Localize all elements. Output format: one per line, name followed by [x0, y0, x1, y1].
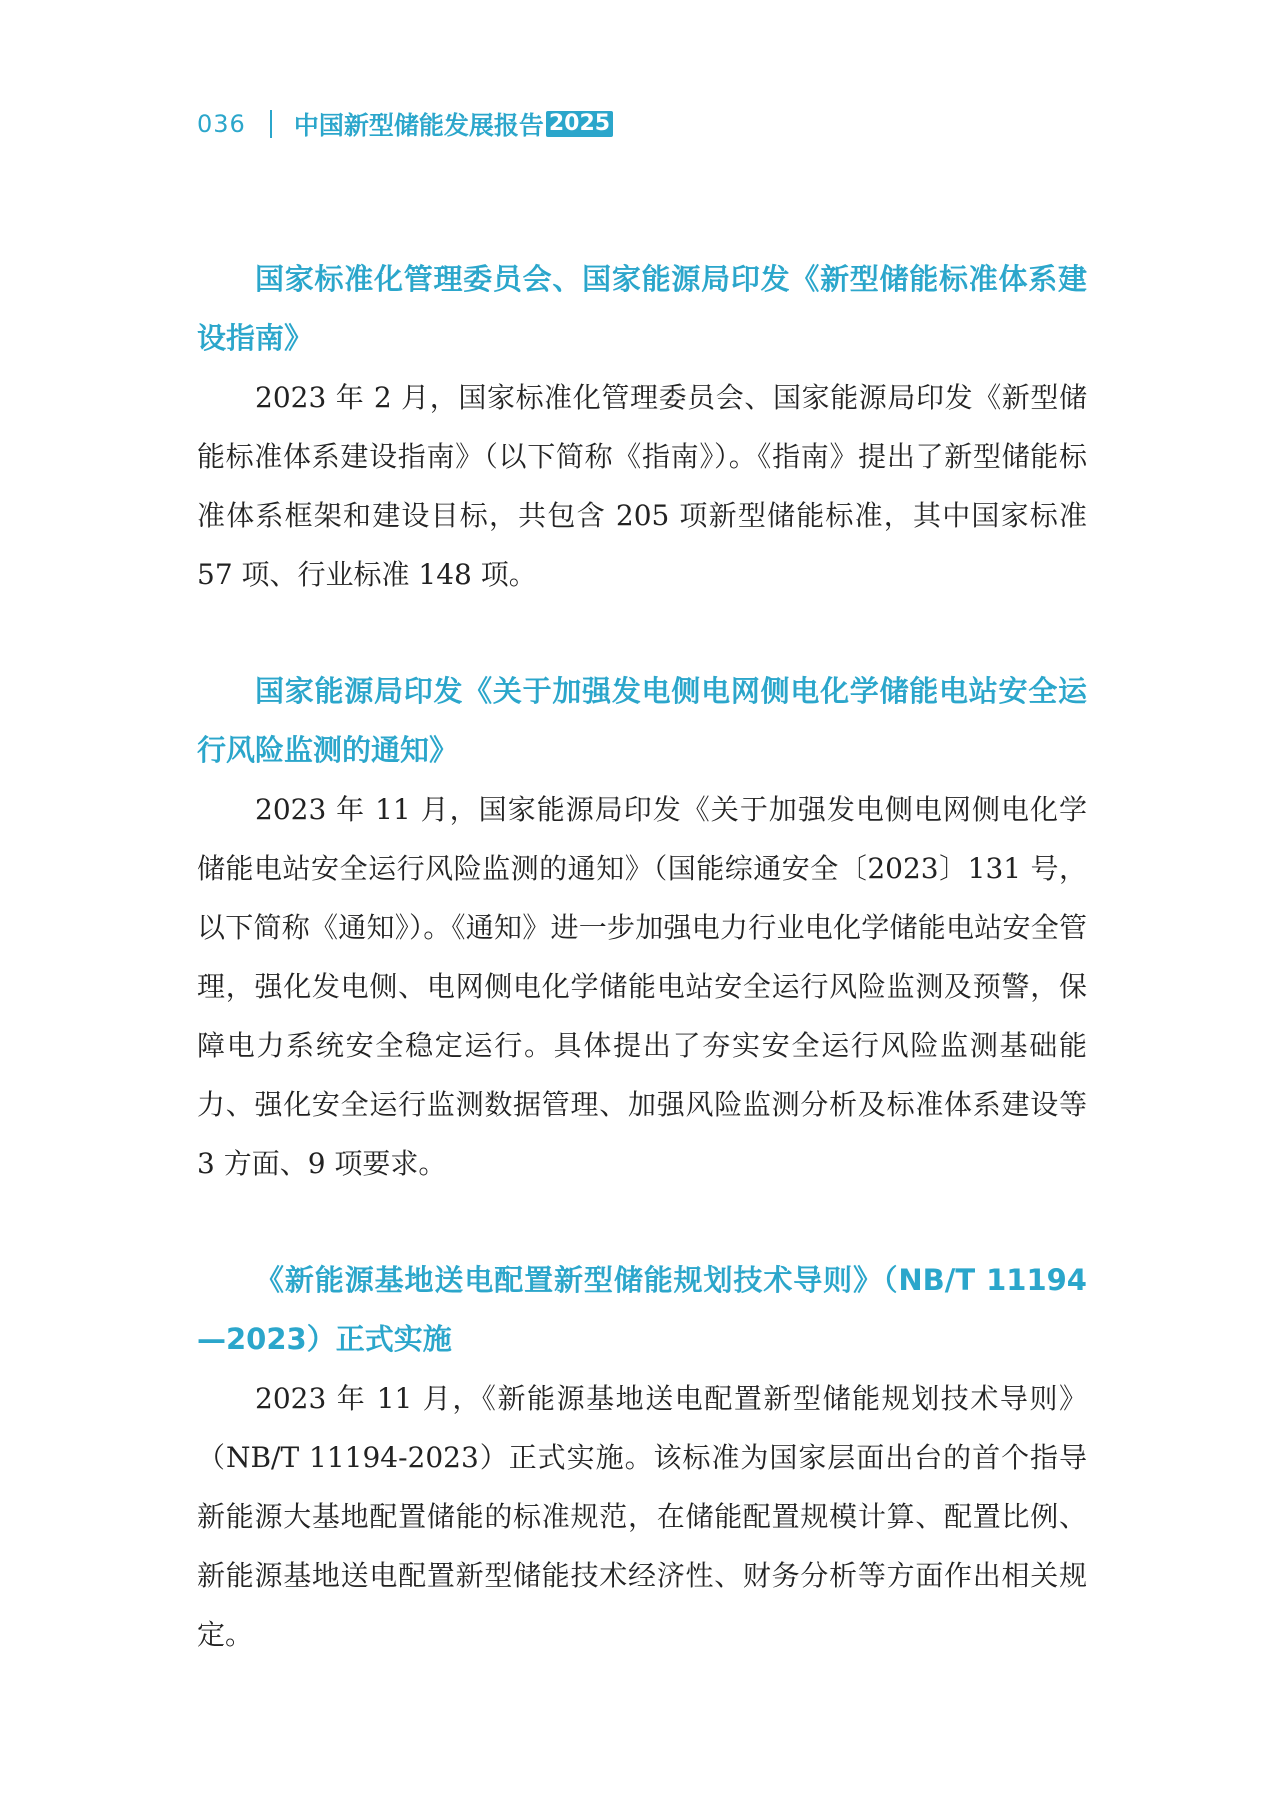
header-divider [270, 110, 272, 138]
section-body: 2023 年 11 月，国家能源局印发《关于加强发电侧电网侧电化学储能电站安全运行风险监测的通知》（国能综通安全〔2023〕131 号，以下简称《通知》）。《通知》进一步加强电力行业电化学储能电站安全管理，强化发电侧、电网侧电化学储能电站安全运行风险监测及预警，保障电力系统安全稳定运行。具体提出了夯实安全运行风险监测基础能力、强化安全运行监测数据管理、加强风险监测分析及标准体系建设等 3 方面、9 项要求。 [197, 793, 1087, 1180]
section-title: 《新能源基地送电配置新型储能规划技术导则》（NB/T 11194—2023）正式实施 [197, 1263, 1087, 1356]
section-title: 国家能源局印发《关于加强发电侧电网侧电化学储能电站安全运行风险监测的通知》 [197, 674, 1087, 767]
section-standard-guide [197, 250, 1087, 604]
section-title: 国家标准化管理委员会、国家能源局印发《新型储能标准体系建设指南》 [197, 262, 1087, 355]
section-body: 2023 年 2 月，国家标准化管理委员会、国家能源局印发《新型储能标准体系建设指南》（以下简称《指南》）。《指南》提出了新型储能标准体系框架和建设目标，共包含 205 项新型储能标准，其中国家标准 57 项、行业标准 148 项。 [197, 381, 1087, 591]
section-planning-technical-guideline [197, 1251, 1087, 1664]
page-number: 036 [197, 110, 246, 138]
report-title [294, 106, 613, 142]
report-year-badge: 2025 [546, 111, 613, 137]
section-safety-monitoring-notice [197, 662, 1087, 1193]
report-title-text: 中国新型储能发展报告 [293, 111, 544, 140]
page-header [197, 104, 613, 144]
section-body: 2023 年 11 月，《新能源基地送电配置新型储能规划技术导则》（NB/T 11194-2023）正式实施。该标准为国家层面出台的首个指导新能源大基地配置储能的标准规范，在储能配置规模计算、配置比例、新能源基地送电配置新型储能技术经济性、财务分析等方面作出相关规定。 [197, 1382, 1087, 1651]
page-content [197, 250, 1087, 1664]
